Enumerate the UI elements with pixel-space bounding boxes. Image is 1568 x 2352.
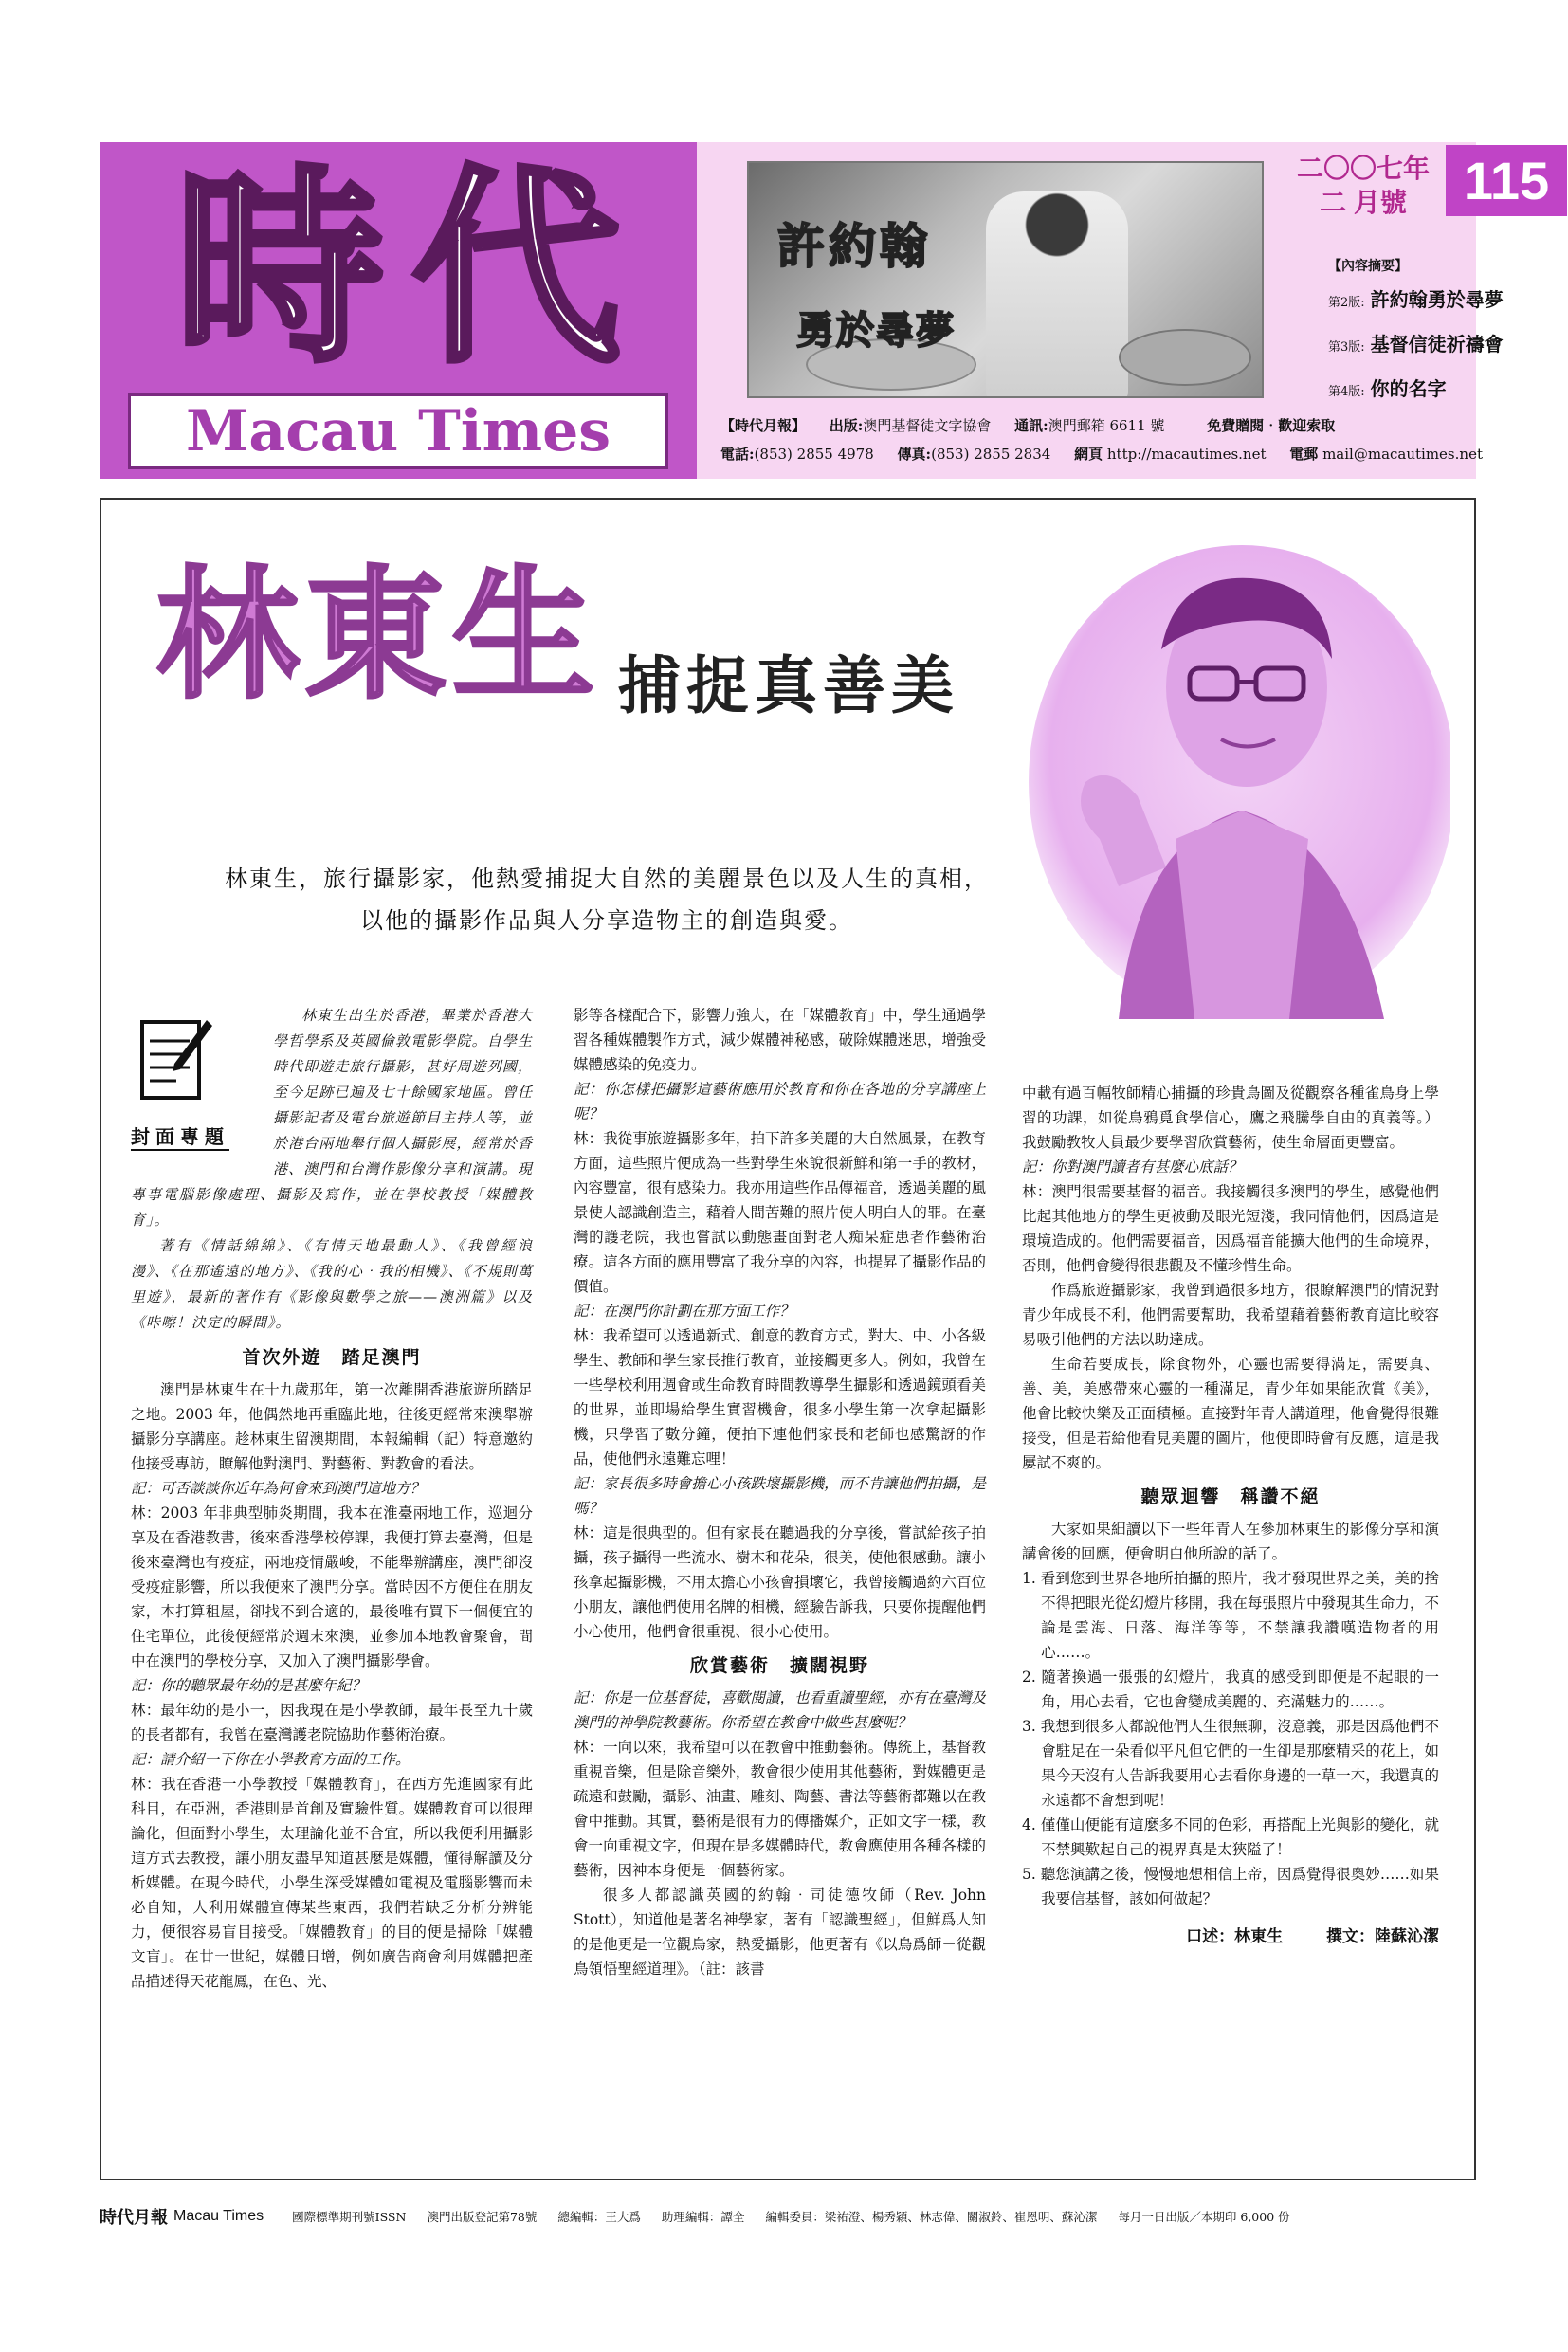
byline-oral: 口述：林東生 [1186, 1927, 1284, 1946]
paragraph: 影等各樣配合下，影響力強大，在「媒體教育」中，學生通過學習各種媒體製作方式，減少媒體神秘感，破除媒體迷思，增強受媒體感染的免疫力。 [574, 1007, 986, 1073]
intro-line-1: 林東生，旅行攝影家，他熱愛捕捉大自然的美麗景色以及人生的真相， [225, 866, 989, 892]
article-column-3 [1022, 1081, 1439, 1949]
footer [100, 2197, 1476, 2235]
footer-frequency: 每月一日出版／本期印 6,000 份 [1118, 2210, 1290, 2224]
question: 記：在澳門你計劃在那方面工作？ [574, 1303, 794, 1320]
paragraph: 生命若要成長，除食物外，心靈也需要得滿足，需要真、善、美，美感帶來心靈的一種滿足，青少年如果能欣賞《美》，他會比較快樂及正面積極。直接對年青人講道理，他會覺得很難接受，但是若給他看見美麗的圖片，他便即時會有反應，這是我屢試不爽的。 [1022, 1356, 1439, 1471]
intro-line-2: 以他的攝影作品與人分享造物主的創造與愛。 [360, 907, 853, 934]
list-item: 3. 我想到很多人都說他們人生很無聊，沒意義，那是因爲他們不會駐足在一朵看似平凡但它們的一生卻是那麼精采的花上，如果今天沒有人告訴我要用心去看你身邊的一草一木，我還真的永遠都不會想到呢！ [1022, 1718, 1439, 1809]
question: 記：你對澳門讀者有甚麼心底話？ [1022, 1158, 1243, 1176]
feature-badge [131, 1003, 264, 1155]
answer: 林：我在香港一小學教授「媒體教育」，在西方先進國家有此科目，在亞洲，香港則是首創及實驗性質。媒體教育可以很理論化，但面對小學生，太理論化並不合宜，所以我便利用攝影這方式去教授，讓小朋友盡早知道甚麼是媒體，懂得解讀及分析媒體。在現今時代，小學生深受媒體如電視及電腦影響而未必自知，人利用媒體宣傳某些東西，我們若缺乏分析分辨能力，便很容易盲目接受。「媒體教育」的目的便是掃除「媒體文盲」。在廿一世紀，媒體日增，例如廣告商會利用媒體把產品描述得天花龍鳳，在色、光、 [131, 1776, 533, 1990]
cover-photo [747, 161, 1264, 398]
answer: 林：最年幼的是小一，因我現在是小學教師，最年長至九十歲的長者都有，我曾在臺灣護老院協助作藝術治療。 [131, 1702, 533, 1743]
bio-block [131, 1003, 533, 1336]
bio-text: 林東生出生於香港，畢業於香港大學哲學系及英國倫敦電影學院。自學生時代即遊走旅行攝影，甚好周遊列國，至今足跡已遍及七十餘國家地區。曾任攝影記者及電台旅遊節目主持人等，並於港台兩地舉行個人攝影展，經常於香港、澳門和台灣作影像分享和演講。現專事電腦影像處理、攝影及寫作，並在學校教授「媒體教育」。 [131, 1007, 533, 1229]
footer-brand-en: Macau Times [173, 2208, 264, 2224]
contents-head: 【內容摘要】 [1328, 259, 1408, 274]
footer-brand: 時代月報 [100, 2208, 168, 2228]
contents-item[interactable]: 第3版: 基督信徒祈禱會 [1328, 333, 1504, 356]
byline [1022, 1924, 1439, 1949]
logo-latin [128, 393, 668, 469]
footer-registration: 澳門出版登記第78號 [427, 2210, 538, 2224]
section-heading: 聽眾迴響 稱讚不絕 [1140, 1486, 1321, 1507]
question: 記：你的聽眾最年幼的是甚麼年紀？ [131, 1677, 367, 1694]
masthead [100, 142, 1550, 479]
pub-line-1: 【時代月報】 出版:澳門基督徒文字協會 通訊:澳門郵箱 6611 號 免費贈閱‧歡迎索取 [720, 417, 1336, 434]
pub-line-2: 電話:(853) 2855 4978 傳真:(853) 2855 2834 網頁 http://macautimes.net 電郵 mail@macautimes.net [720, 446, 1483, 463]
answer: 林：一向以來，我希望可以在教會中推動藝術。傳統上，基督教重視音樂，但是除音樂外，教會很少使用其他藝術，對媒體更是疏遠和鼓勵，攝影、油畫、雕刻、陶藝、書法等藝術都難以在教會中推動。其實，藝術是很有力的傳播媒介，正如文字一樣，教會一向重視文字，但現在是多媒體時代，教會應使用各種各樣的藝術，因神本身便是一個藝術家。 [574, 1739, 986, 1879]
list-item: 4. 僅僅山便能有這麼多不同的色彩，再搭配上光與影的變化，就不禁興歎起自己的視界真是太狹隘了！ [1022, 1816, 1439, 1858]
cover-name: 許約翰 [777, 218, 931, 274]
issue-date [1297, 152, 1430, 220]
feature-label: 封面專題 [131, 1124, 229, 1151]
footer-assistant-editor: 助理編輯：譚全 [661, 2210, 745, 2224]
logo [100, 142, 697, 479]
paragraph: 大家如果細讀以下一些年青人在參加林東生的影像分享和演講會後的回應，便會明白他所說的話了。 [1022, 1521, 1439, 1562]
logo-cjk [128, 145, 668, 391]
logo-char-2: 代 [412, 145, 622, 391]
paragraph: 很多人都認識英國的約翰‧司徒德牧師（Rev. John Stott），知道他是著名神學家，著有「認識聖經」，但鮮爲人知的是他更是一位觀鳥家，熱愛攝影，他更著有《以鳥爲師－從觀鳥領悟聖經道理》。（註：該書 [574, 1887, 986, 1978]
contents-item[interactable]: 第2版: 許約翰勇於尋夢 [1328, 288, 1504, 311]
issue-year: 二〇〇七年 [1297, 154, 1431, 183]
photo-person [986, 191, 1128, 398]
feedback-list [1022, 1566, 1439, 1911]
photo-basin-right [1119, 329, 1251, 386]
answer: 林：我希望可以透過新式、創意的教育方式，對大、中、小各級學生、教師和學生家長推行教育，並接觸更多人。例如，我曾在一些學校利用週會或生命教育時間教導學生攝影和透過鏡頭看美的世界，並即場給學生實習機會，很多小學生第一次拿起攝影機，只學習了數分鐘，便拍下連他們家長和老師也感驚訝的作品，使他們永遠難忘哩！ [574, 1327, 986, 1468]
issue-number: 115 [1446, 145, 1567, 216]
paragraph: 中載有過百幅牧師精心捕攝的珍貴鳥圖及從觀察各種雀鳥身上學習的功課，如從鳥鴉覓食學信心，鷹之飛騰學自由的真義等。）我鼓勵教牧人員最少要學習欣賞藝術，使生命層面更豐富。 [1022, 1085, 1439, 1151]
bio-books: 著有《情話綿綿》、《有情天地最動人》、《我曾經浪漫》、《在那遙遠的地方》、《我的心‧我的相機》、《不規則萬里遊》，最新的著作有《影像與數學之旅——澳洲篇》以及《咔嚓！決定的瞬間》。 [131, 1237, 533, 1331]
publication-info [720, 411, 1483, 468]
question: 記：可否談談你近年為何會來到澳門這地方？ [131, 1480, 426, 1497]
section-heading: 欣賞藝術 擴闊視野 [689, 1655, 869, 1676]
paragraph: 澳門是林東生在十九歲那年，第一次離開香港旅遊所踏足之地。2003 年，他偶然地再重臨此地，往後更經常來澳舉辦攝影分享講座。趁林東生留澳期間，本報編輯（記）特意邀約他接受專訪，瞭解他對澳門、對藝術、對教會的看法。 [131, 1381, 533, 1472]
contents-summary [1328, 256, 1556, 418]
footer-chief-editor: 總編輯：王大爲 [557, 2210, 641, 2224]
cover-tagline: 勇於尋夢 [796, 308, 956, 353]
answer: 林：澳門很需要基督的福音。我接觸很多澳門的學生，感覺他們比起其他地方的學生更被動及眼光短淺，我同情他們，因爲這是環境造成的。他們需要福音，因爲福音能擴大他們的生命境界，否則，他們會變得很悲觀及不懂珍惜生命。 [1022, 1183, 1439, 1274]
logo-char-1: 時 [174, 145, 384, 391]
headline-subtitle: 捕捉真善美 [618, 648, 959, 722]
logo-latin-text: Macau Times [185, 398, 611, 465]
list-item: 1. 看到您到世界各地所拍攝的照片，我才發現世界之美，美的捨不得把眼光從幻燈片移開，我在每張照片中發現其生命力，不論是雲海、日落、海洋等等，不禁讓我讚嘆造物者的用心……。 [1022, 1570, 1439, 1661]
notepad-pen-icon [138, 1012, 214, 1107]
portrait-photo [1005, 526, 1450, 1019]
article-column-1 [131, 1003, 533, 1994]
headline-name: 林東生 [156, 552, 601, 719]
question: 記：你是一位基督徒，喜歡閱讀，也看重讀聖經，亦有在臺灣及澳門的神學院教藝術。你希望在教會中做些甚麼呢？ [574, 1689, 986, 1731]
contents-item[interactable]: 第4版: 你的名字 [1328, 377, 1447, 400]
list-item: 5. 聽您演講之後，慢慢地想相信上帝，因爲覺得很奧妙……如果我要信基督，該如何做起？ [1022, 1866, 1439, 1907]
article-intro [180, 858, 1033, 941]
website-link[interactable]: http://macautimes.net [1106, 446, 1267, 463]
issue-month: 二 月號 [1320, 188, 1407, 217]
answer: 林：這是很典型的。但有家長在聽過我的分享後，嘗試給孩子拍攝，孩子攝得一些流水、樹木和花朵，很美，使他很感動。讓小孩拿起攝影機，不用太擔心小孩會損壞它，我曾接觸過約六百位小朋友，讓他們使用名牌的相機，經驗告訴我，只要你提醒他們小心使用，他們會很重視、很小心使用。 [574, 1524, 986, 1640]
article-column-2 [574, 1003, 986, 1981]
question: 記：家長很多時會擔心小孩跌壞攝影機，而不肯讓他們拍攝，是嗎？ [574, 1475, 986, 1517]
footer-committee: 編輯委員：梁祐澄、楊秀穎、林志偉、關淑鈴、崔恩明、蘇沁潔 [765, 2210, 1098, 2224]
email-link[interactable]: mail@macautimes.net [1322, 446, 1483, 463]
list-item: 2. 隨著換過一張張的幻燈片，我真的感受到即便是不起眼的一角，用心去看，它也會變成美麗的、充滿魅力的……。 [1022, 1668, 1439, 1710]
answer: 林：我從事旅遊攝影多年，拍下許多美麗的大自然風景，在教育方面，這些照片便成為一些對學生來說很新鮮和第一手的教材，內容豐富，很有感染力。我亦用這些作品傳福音，透過美麗的風景使人認識創造主，藉着人間苦難的照片使人明白人的罪。在臺灣的護老院，我也嘗試以動態畫面對老人痴呆症患者作藝術治療。這各方面的應用豐富了我分享的內容，也提昇了攝影作品的價值。 [574, 1130, 986, 1295]
answer: 林：2003 年非典型肺炎期間，我本在淮臺兩地工作，巡迴分享及在香港教書，後來香港學校停課，我便打算去臺灣，但是後來臺灣也有疫症，兩地疫情嚴峻，不能舉辦講座，澳門卻沒受疫症影響，所以我便來了澳門分享。當時因不方便住在朋友家，本打算租屋，卻找不到合適的，最後唯有買下一個便宜的住宅單位，此後便經常於週末來澳，並參加本地教會聚會，間中在澳門的學校分享，又加入了澳門攝影學會。 [131, 1504, 533, 1669]
paragraph: 作爲旅遊攝影家，我曾到過很多地方，很瞭解澳門的情況對青少年成長不利，他們需要幫助，我希望藉着藝術教育這比較容易吸引他們的方法以助達成。 [1022, 1282, 1439, 1348]
footer-issn: 國際標準期刊號ISSN [292, 2210, 407, 2224]
question: 記：你怎樣把攝影這藝術應用於教育和你在各地的分享講座上呢？ [574, 1081, 986, 1122]
question: 記：請介紹一下你在小學教育方面的工作。 [131, 1751, 410, 1768]
section-heading: 首次外遊 踏足澳門 [242, 1347, 422, 1368]
byline-writer: 撰文：陸蘇沁潔 [1326, 1927, 1439, 1946]
